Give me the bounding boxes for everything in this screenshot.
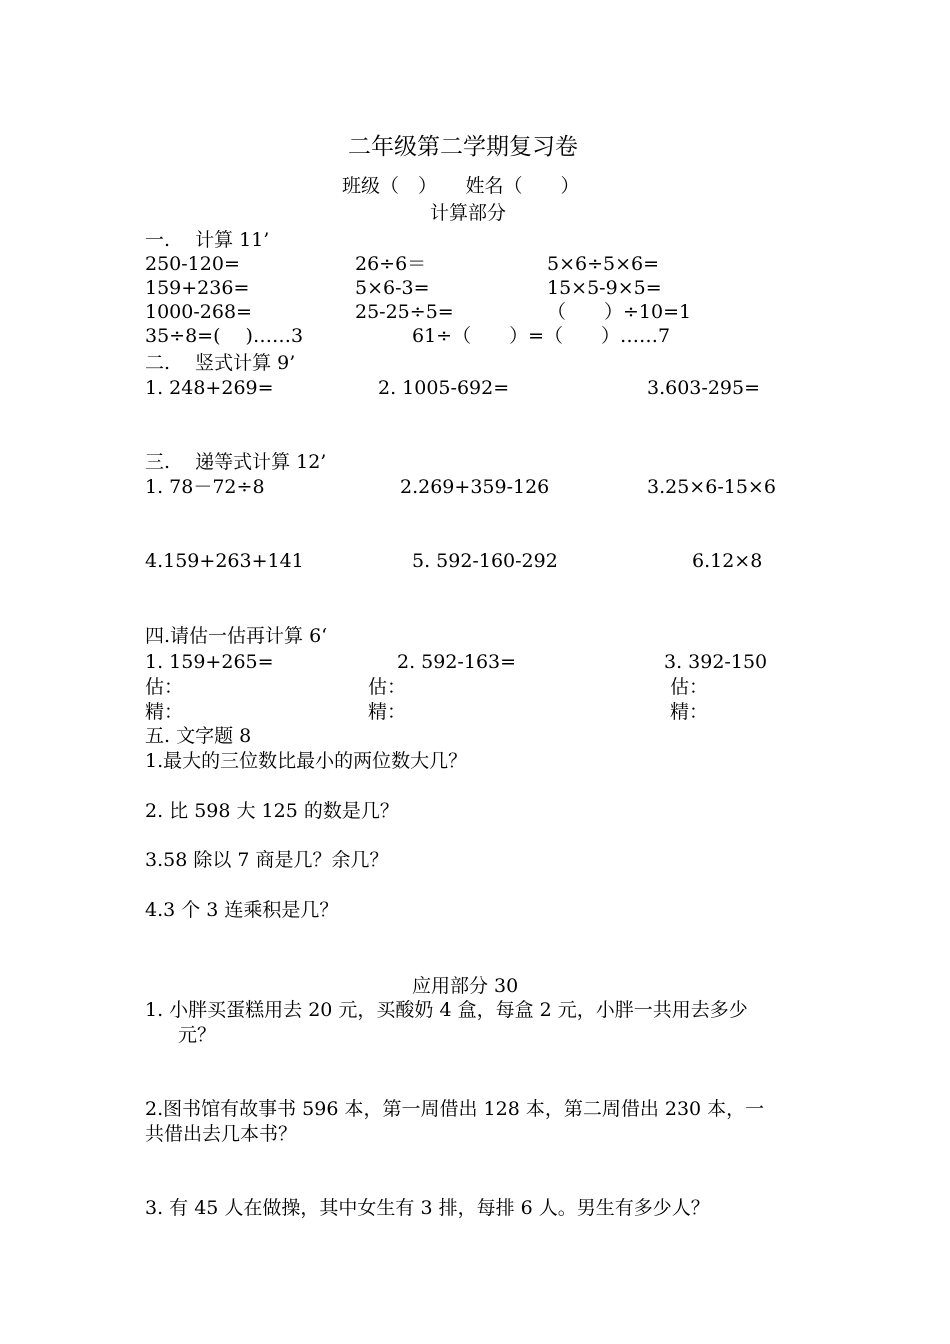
section-5-heading: 五. 文字题 8 xyxy=(145,725,252,747)
calc-item: 61÷（ ）=（ ）……7 xyxy=(412,325,671,347)
exact-label: 精： xyxy=(670,701,709,723)
class-name-line: 班级（ ） 姓名（ ） xyxy=(342,175,580,197)
section-3-heading: 三. 递等式计算 12’ xyxy=(145,451,327,473)
stepwise-item: 4.159+263+141 xyxy=(145,550,304,572)
word-problem: 2. 比 598 大 125 的数是几？ xyxy=(145,800,399,822)
app-question-2-cont: 共借出去几本书？ xyxy=(145,1123,298,1145)
part-calc-heading: 计算部分 xyxy=(430,202,507,224)
page-title: 二年级第二学期复习卷 xyxy=(348,134,578,160)
stepwise-item: 6.12×8 xyxy=(692,550,763,572)
vertical-calc-item: 3.603-295= xyxy=(647,377,760,399)
vertical-calc-item: 2. 1005-692= xyxy=(378,377,510,399)
section-1-heading: 一. 计算 11’ xyxy=(145,229,270,251)
estimate-item: 3. 392-150 xyxy=(664,651,768,673)
stepwise-item: 2.269+359-126 xyxy=(400,476,550,498)
calc-item: 5×6÷5×6= xyxy=(547,253,660,275)
estimate-item: 1. 159+265= xyxy=(145,651,274,673)
section-2-heading: 二. 竖式计算 9’ xyxy=(145,352,296,374)
calc-item: 5×6-3= xyxy=(355,277,430,299)
stepwise-item: 1. 78－72÷8 xyxy=(145,476,265,498)
exact-label: 精： xyxy=(145,701,184,723)
calc-item: 159+236= xyxy=(145,277,250,299)
calc-item: 250-120= xyxy=(145,253,240,275)
estimate-item: 2. 592-163= xyxy=(397,651,517,673)
calc-item: 15×5-9×5= xyxy=(547,277,662,299)
app-question-1: 1. 小胖买蛋糕用去 20 元，买酸奶 4 盒，每盒 2 元，小胖一共用去多少 xyxy=(145,999,748,1021)
exact-label: 精： xyxy=(368,701,407,723)
stepwise-item: 5. 592-160-292 xyxy=(412,550,558,572)
estimate-label: 估： xyxy=(670,676,709,698)
estimate-label: 估： xyxy=(145,676,184,698)
section-4-heading: 四.请估一估再计算 6‘ xyxy=(145,625,328,647)
estimate-label: 估： xyxy=(368,676,407,698)
app-question-3: 3. 有 45 人在做操，其中女生有 3 排，每排 6 人。男生有多少人？ xyxy=(145,1197,710,1219)
app-question-1-cont: 元？ xyxy=(178,1024,217,1046)
calc-item: 35÷8=( )……3 xyxy=(145,325,304,347)
calc-item: 25-25÷5= xyxy=(355,301,454,323)
part-app-heading: 应用部分 30 xyxy=(412,975,519,997)
calc-item: （ ）÷10=1 xyxy=(547,301,692,323)
word-problem: 1.最大的三位数比最小的两位数大几？ xyxy=(145,750,468,772)
vertical-calc-item: 1. 248+269= xyxy=(145,377,274,399)
app-question-2: 2.图书馆有故事书 596 本，第一周借出 128 本，第二周借出 230 本，一 xyxy=(145,1098,765,1120)
calc-item: 1000-268= xyxy=(145,301,252,323)
stepwise-item: 3.25×6-15×6 xyxy=(647,476,776,498)
word-problem: 4.3 个 3 连乘积是几？ xyxy=(145,899,339,921)
calc-item: 26÷6＝ xyxy=(355,253,427,275)
word-problem: 3.58 除以 7 商是几？余几？ xyxy=(145,849,389,871)
